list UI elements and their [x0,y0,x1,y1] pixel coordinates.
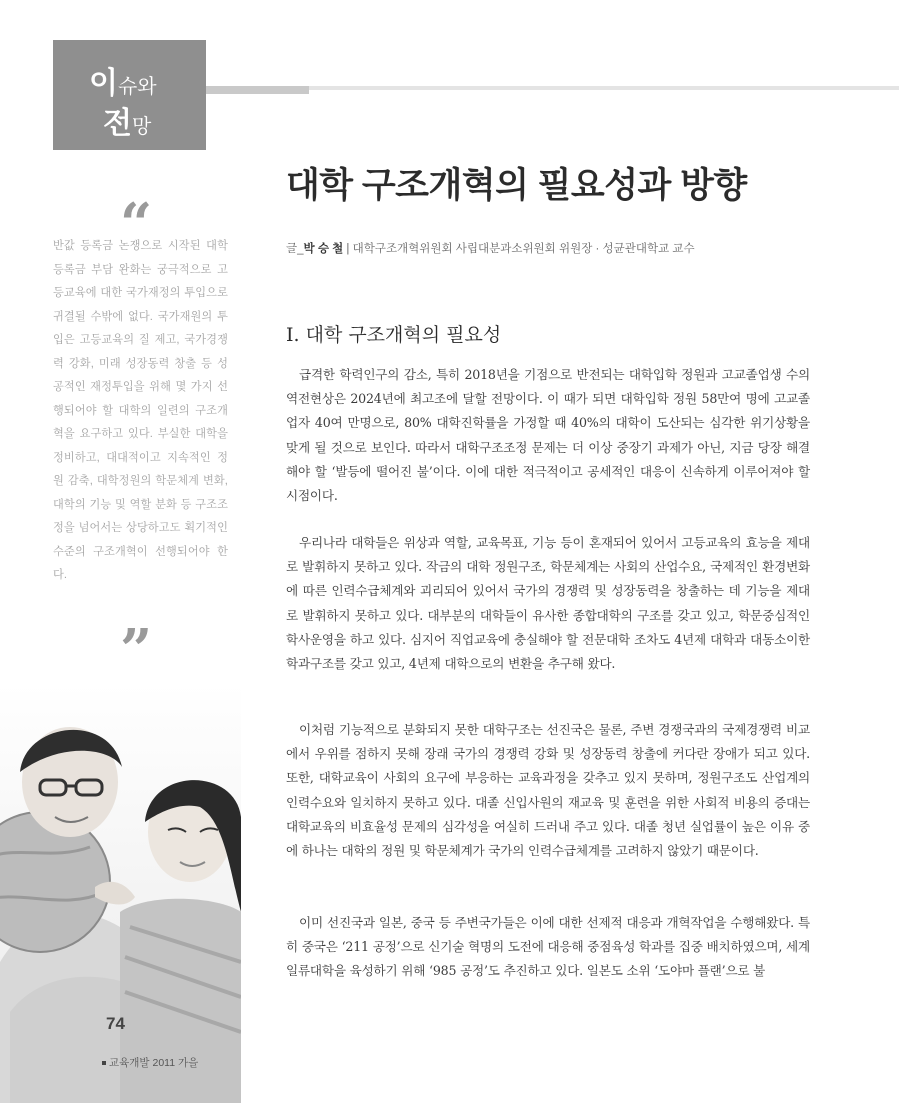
publication-name: 교육개발 2011 가을 [109,1057,199,1069]
byline [286,240,695,256]
section-label-box [53,40,206,150]
section-label-initial: 이 [89,66,118,101]
section-label-rest: 슈와 [117,74,157,98]
section-label-rest-2: 망 [131,114,152,138]
open-quote-icon: “ [120,191,153,257]
article-title: 대학 구조개혁의 필요성과 방향 [286,166,747,205]
page-number: 74 [106,1014,125,1033]
header-rule [206,86,899,90]
close-quote-icon: ” [120,617,153,683]
section-heading: I. 대학 구조개혁의 필요성 [286,324,502,346]
body-paragraph-4: 이미 선진국과 일본, 중국 등 주변국가들은 이에 대한 선제적 대응과 개혁작업을 수행해왔다. 특히 중국은 ‘211 공정’으로 신기술 혁명의 도전에 대응해 중점육성 학과를 집중 배치하였으며, 세계일류대학을 육성하기 위해 ‘985 공정’도 추진하고 있다. 일본도 소위 ‘도야마 플랜’으로 불 [286,915,810,979]
pull-quote-text: 반값 등록금 논쟁으로 시작된 대학 등록금 부담 완화는 궁극적으로 고등교육에 대한 국가재정의 투입으로 귀결될 수밖에 없다. 국가재원의 투입은 고등교육의 질 제고, 국가경쟁력 강화, 미래 성장동력 창출 등 성공적인 재정투입을 위해 몇 가지 선행되어야 할 대학의 일련의 구조개혁을 요구하고 있다. 부실한 대학을 정비하고, 대대적이고 지속적인 정원 감축, 대학정원의 학문체계 변화, 대학의 기능 및 역할 분화 등 구조조정을 넘어서는 상당하고도 획기적인 수준의 구조개혁이 선행되어야 한다. [53,240,228,581]
body-paragraph-3: 이처럼 기능적으로 분화되지 못한 대학구조는 선진국은 물론, 주변 경쟁국과의 국제경쟁력 비교에서 우위를 점하지 못해 장래 국가의 경쟁력 강화 및 성장동력 창출에 커다란 장애가 되고 있다. 또한, 대학교육이 사회의 요구에 부응하는 교육과정을 갖추고 있지 못하며, 정원구조도 산업계의 인력수요와 일치하지 못하고 있다. 대졸 신입사원의 재교육 및 훈련을 위한 사회적 비용의 증대는 대학교육의 비효율성 문제의 심각성을 여실히 드러내 주고 있다. 대졸 청년 실업률이 높은 이유 중에 하나는 대학의 정원 및 학문체계가 국가의 인력수급체계를 고려하지 않았기 때문이다. [286,722,810,859]
section-label-initial-2: 전 [103,106,132,141]
bullet-square-icon [102,1061,106,1065]
header-rule-accent [206,86,309,94]
students-photo [0,712,241,1103]
section-label-line1 [89,58,157,102]
byline-prefix: 글_ [286,243,304,255]
byline-affiliation: 대학구조개혁위원회 사립대분과소위원회 위원장 · 성균관대학교 교수 [352,243,695,255]
byline-author: 박 승 철 [303,243,344,255]
body-paragraph-2: 우리나라 대학들은 위상과 역할, 교육목표, 기능 등이 혼재되어 있어서 고등교육의 효능을 제대로 발휘하지 못하고 있다. 작금의 대학 정원구조, 학문체계는 사회의 산업수요, 국제적인 환경변화에 따른 인력수급체계와 괴리되어 있어서 국가의 경쟁력 및 성장동력을 창출하는 데 기능을 제대로 발휘하지 못하고 있다. 대부분의 대학들이 유사한 종합대학의 구조를 갖고 있고, 학문중심적인 학사운영을 하고 있다. 심지어 직업교육에 충실해야 할 전문대학 조차도 4년제 대학과 대동소이한 학과구조를 갖고 있고, 4년제 대학으로의 변환을 추구해 왔다. [286,535,810,672]
body-paragraph-1: 급격한 학력인구의 감소, 특히 2018년을 기점으로 반전되는 대학입학 정원과 고교졸업생 수의 역전현상은 2024년에 최고조에 달할 전망이다. 이 때가 되면 대학입학 정원 58만여 명에 고교졸업자 40여 만명으로, 80% 대학진학률을 가정할 때 40%의 대학이 도산되는 심각한 위기상황을 맞게 될 것으로 보인다. 따라서 대학구조조정 문제는 더 이상 중장기 과제가 아닌, 지금 당장 해결해야 할 ‘발등에 떨어진 불’이다. 이에 대한 적극적이고 공세적인 대응이 신속하게 이루어져야 할 시점이다. [286,367,810,504]
section-label-line2 [103,98,151,142]
footer-publication [102,1055,198,1070]
byline-separator: | [343,243,353,255]
